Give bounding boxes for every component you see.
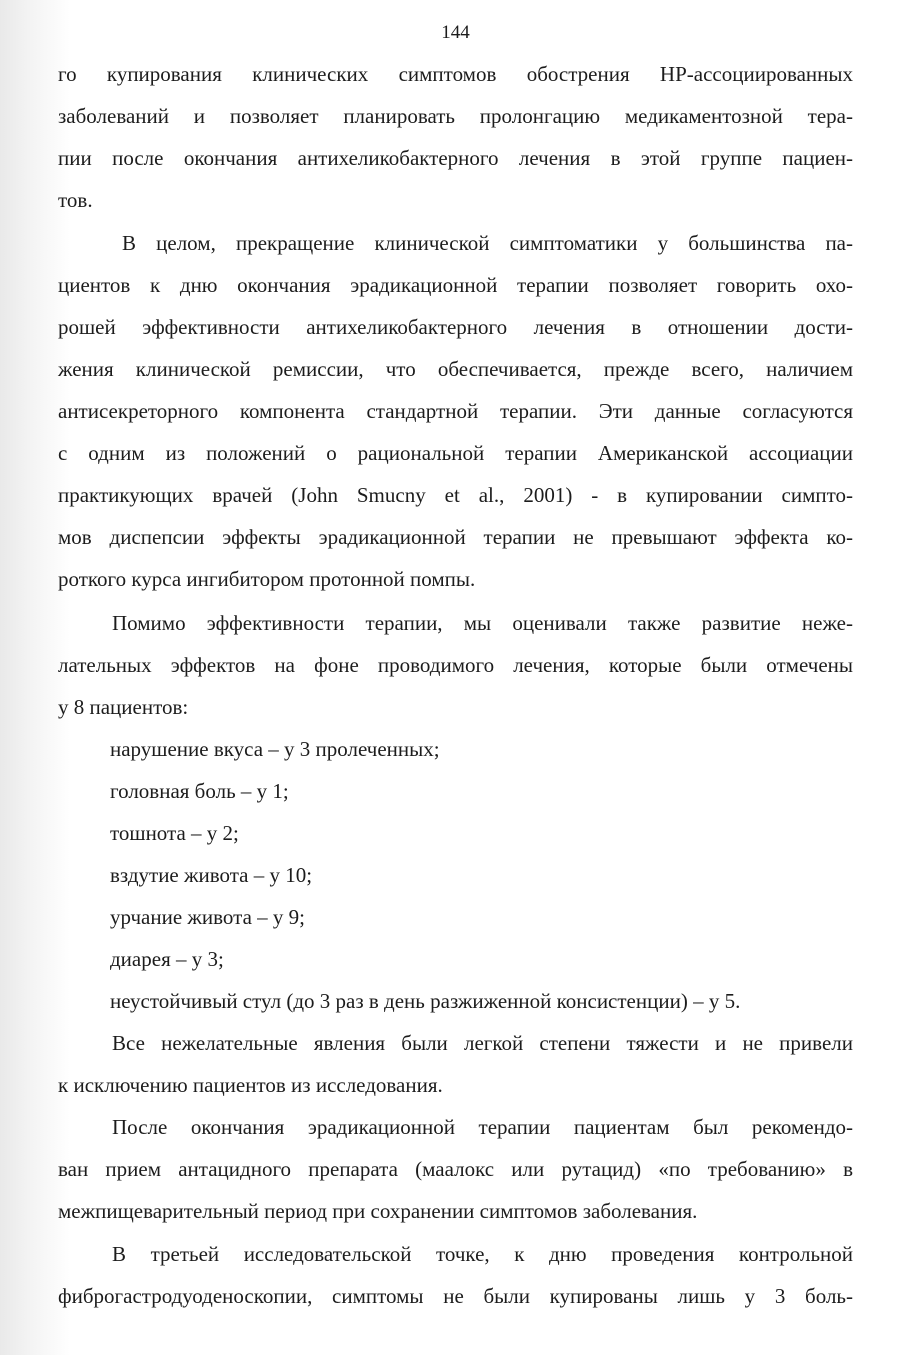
text-line: практикующих врачей (John Smucny et al., 2001) - в купировании симпто- <box>58 483 853 507</box>
text-line: мов диспепсии эффекты эрадикационной терапии не превышают эффекта ко- <box>58 525 853 549</box>
paragraph-first-line: После окончания эрадикационной терапии пациентам был рекомендо- <box>112 1115 853 1139</box>
text-line: к исключению пациентов из исследования. <box>58 1073 443 1097</box>
text-line: пии после окончания антихеликобактерного лечения в этой группе пациен- <box>58 146 853 170</box>
text-line: рошей эффективности антихеликобактерного лечения в отношении дости- <box>58 315 853 339</box>
text-line: циентов к дню окончания эрадикационной терапии позволяет говорить охо- <box>58 273 853 297</box>
paragraph-first-line: Все нежелательные явления были легкой степени тяжести и не привели <box>112 1031 853 1055</box>
list-item: урчание живота – у 9; <box>110 905 305 929</box>
paragraph-first-line: В третьей исследовательской точке, к дню проведения контрольной <box>112 1242 853 1266</box>
list-item: тошнота – у 2; <box>110 821 239 845</box>
list-item: диарея – у 3; <box>110 947 224 971</box>
list-item: вздутие живота – у 10; <box>110 863 313 887</box>
text-line: заболеваний и позволяет планировать пролонгацию медикаментозной тера- <box>58 104 853 128</box>
text-line: жения клинической ремиссии, что обеспечивается, прежде всего, наличием <box>58 357 853 381</box>
paragraph-first-line: В целом, прекращение клинической симптоматики у большинства па- <box>122 231 853 255</box>
list-item: неустойчивый стул (до 3 раз в день разжиженной консистенции) – у 5. <box>110 989 741 1013</box>
list-item: головная боль – у 1; <box>110 779 289 803</box>
text-line: межпищеварительный период при сохранении симптомов заболевания. <box>58 1199 698 1223</box>
list-item: нарушение вкуса – у 3 пролеченных; <box>110 737 440 761</box>
text-line: ван прием антацидного препарата (маалокс или рутацид) «по требованию» в <box>58 1157 853 1181</box>
paragraph-first-line: Помимо эффективности терапии, мы оценивали также развитие неже- <box>112 611 853 635</box>
text-line: антисекреторного компонента стандартной терапии. Эти данные согласуются <box>58 399 853 423</box>
text-line: лательных эффектов на фоне проводимого лечения, которые были отмечены <box>58 653 853 677</box>
text-line: у 8 пациентов: <box>58 695 189 719</box>
text-line: с одним из положений о рациональной терапии Американской ассоциации <box>58 441 853 465</box>
text-line: го купирования клинических симптомов обострения HP-ассоциированных <box>58 62 853 86</box>
text-line: роткого курса ингибитором протонной помпы. <box>58 567 476 591</box>
text-line: тов. <box>58 188 93 212</box>
text-line: фиброгастродуоденоскопии, симптомы не были купированы лишь у 3 боль- <box>58 1284 853 1308</box>
page-number: 144 <box>441 22 470 43</box>
